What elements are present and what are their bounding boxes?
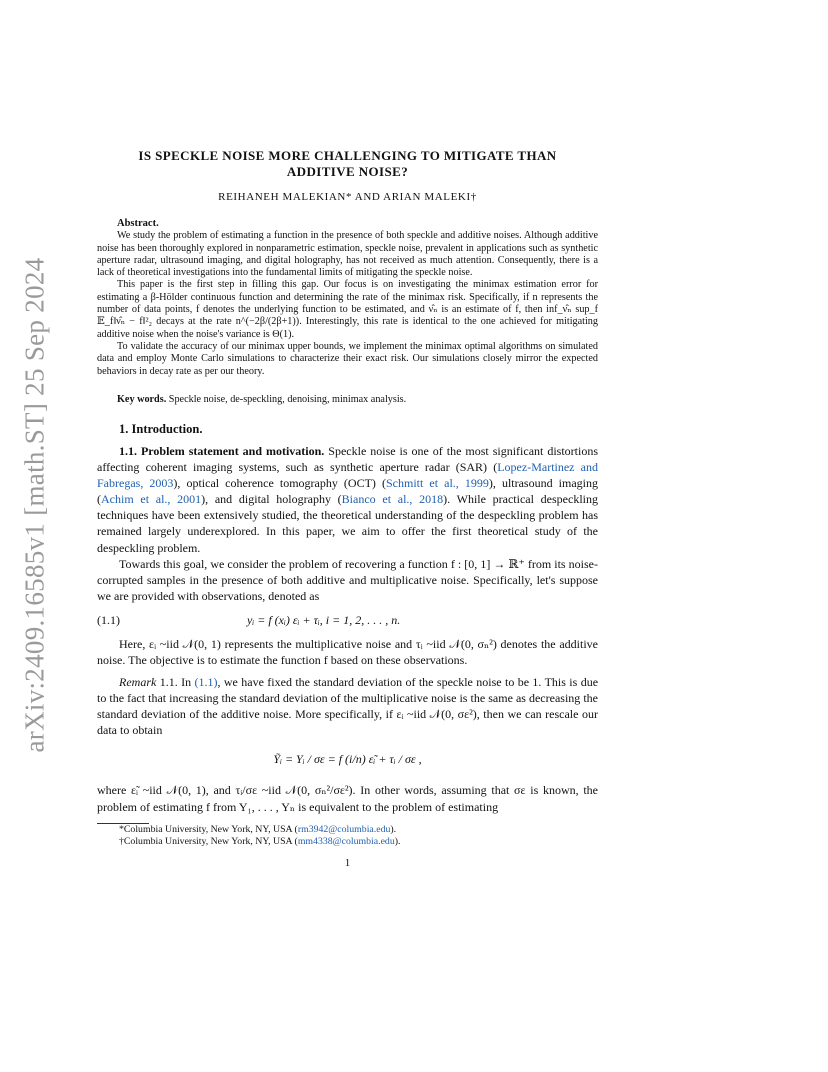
footnote-close: ). — [394, 836, 401, 848]
body-paragraph-3: Here, εᵢ ~iid 𝒩(0, 1) represents the multiplicative noise and τᵢ ~iid 𝒩(0, σₙ²) denotes the additive noise. The objective is to estimate the function f based on these observations. — [97, 636, 598, 667]
abstract-heading: Abstract. — [117, 218, 159, 229]
footnote-2 — [119, 836, 598, 849]
equation-number: (1.1) — [97, 612, 120, 627]
remark-number: 1.1. — [159, 675, 178, 690]
remark-text-b: , we have fixed the standard deviation of the speckle noise to be 1. This is due to the fact that increasing the standard deviation of the multiplicative noise is the same as decreasing the standard deviation of the additive noise. More specifically, if εᵢ ~iid 𝒩(0, σε²), then we can rescale our data to obtain — [97, 675, 599, 738]
keywords — [117, 394, 598, 405]
footnote-1-text: *Columbia University, New York, NY, USA ( — [119, 823, 298, 835]
abstract-paragraph-3: To validate the accuracy of our minimax upper bounds, we implement the minimax optimal algorithms on simulated data and employ Monte Carlo simulations to characterize their exact risk. Our simulations closely mirror the expected behaviors in decay rate as per our theory. — [97, 340, 598, 377]
remark-label: Remark — [119, 675, 157, 690]
equation-content: yᵢ = f (xᵢ) εᵢ + τᵢ, i = 1, 2, . . . , n. — [247, 612, 401, 627]
footnote-1 — [119, 824, 598, 837]
citation-link[interactable]: Schmitt et al., 1999 — [386, 476, 489, 491]
body-paragraph-2: Towards this goal, we consider the problem of recovering a function f : [0, 1] → ℝ⁺ from its noise-corrupted samples in the presence of both additive and multiplicative noise. Specifically, let's suppose we are provided with observations, denoted as — [97, 556, 598, 603]
remark-text-a: In — [181, 675, 195, 690]
para1-text-a: Speckle noise is one of the most significant distortions affecting coherent imaging systems, such as synthetic aperture radar (SAR) ( — [97, 443, 598, 475]
para1-text-c: ), ultrasound imaging ( — [97, 476, 598, 507]
authors: REIHANEH MALEKIAN* AND ARIAN MALEKI† — [218, 191, 477, 203]
abstract-paragraph-1: We study the problem of estimating a function in the presence of both speckle and additive noises. Although additive noise has been thoroughly explored in nonparametric estimation, speckle noise, prevalent in applications such as synthetic aperture radar, ultrasound imaging, and digital holography, has not received as much attention. Consequently, there is a lack of theoretical investigations into the fundamental limits of mitigating the speckle noise. — [97, 230, 598, 279]
footnote-close: ). — [390, 823, 397, 835]
citation-link[interactable]: Lopez-Martinez and Fabregas, 2003 — [97, 460, 598, 491]
title-line-1: IS SPECKLE NOISE MORE CHALLENGING TO MITIGATE THAN — [138, 148, 557, 163]
body-paragraph-1 — [97, 443, 598, 556]
section-heading: 1. Introduction. — [119, 421, 203, 436]
keywords-text: Speckle noise, de-speckling, denoising, minimax analysis. — [168, 393, 407, 405]
subsection-heading: 1.1. Problem statement and motivation. — [119, 443, 325, 458]
title-line-2: ADDITIVE NOISE? — [286, 164, 409, 179]
paper-page — [97, 140, 598, 871]
paper-title — [97, 148, 598, 180]
para1-text-e: ). While practical despeckling techniques have been extensively studied, the theoretical understanding of the despeckling problem has remained largely underexplored. In this paper, we aim to offer the first theoretical study of the despeckling problem. — [97, 492, 598, 555]
abstract — [97, 218, 598, 378]
para1-text-d: ), and digital holography ( — [201, 492, 342, 507]
page-number: 1 — [344, 856, 351, 869]
email-link[interactable]: rm3942@columbia.edu — [297, 823, 391, 835]
body-paragraph-4: where ε̃ᵢ ~iid 𝒩(0, 1), and τᵢ/σε ~iid 𝒩(0, σₙ²/σε²). In other words, assuming that σε is known, the problem of estimating f from Y₁, . . . , Yₙ is equivalent to the problem of estimating — [97, 783, 598, 814]
equation-ref-link[interactable]: (1.1) — [194, 675, 218, 690]
citation-link[interactable]: Achim et al., 2001 — [101, 492, 202, 507]
footnote-2-text: †Columbia University, New York, NY, USA ( — [119, 836, 298, 848]
email-link[interactable]: mm4338@columbia.edu — [297, 836, 395, 848]
remark-paragraph — [97, 674, 598, 738]
abstract-paragraph-2: This paper is the first step in filling this gap. Our focus is on investigating the minimax estimation error for estimating a β-Hölder continuous function and determining the rate of the minimax risk. Specifically, if n represents the number of data points, f denotes the underlying function to be estimated, and ν̂ₙ is an estimate of f, then inf_ν̂ₙ sup_f 𝔼_f‖ν̂ₙ − f‖²₂ decays at the rate n^(−2β/(2β+1)). Interestingly, this rate is identical to the one achieved for mitigating additive noise when the noise's variance is Θ(1). — [97, 279, 598, 340]
arxiv-sidebar — [10, 257, 60, 753]
citation-link[interactable]: Bianco et al., 2018 — [341, 492, 444, 507]
paper-body — [97, 421, 598, 871]
keywords-label: Key words. — [117, 393, 167, 405]
para1-text-b: ), optical coherence tomography (OCT) ( — [173, 476, 386, 491]
equation-1-1 — [97, 610, 598, 632]
display-equation: Ỹᵢ = Yᵢ / σε = f (i/n) ε̃ᵢ + τᵢ / σε , — [273, 752, 422, 767]
arxiv-identifier: arXiv:2409.16585v1 [math.ST] 25 Sep 2024 — [19, 257, 50, 753]
